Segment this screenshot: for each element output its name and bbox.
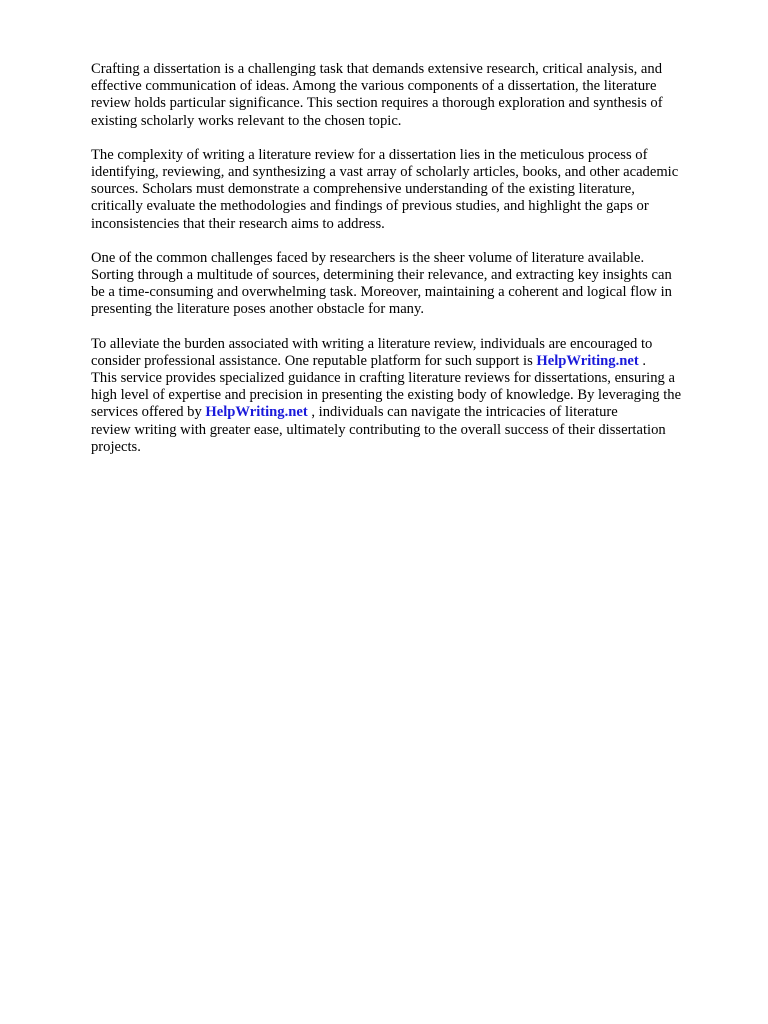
paragraph-assistance bbox=[91, 336, 721, 456]
paragraph-challenges: One of the common challenges faced by researchers is the sheer volume of literature available. Sorting through a multitude of sources, determining their relevance, and extracting key insights can be a time-consuming and overwhelming task. Moreover, maintaining a coherent and logical flow in presenting the literature poses another obstacle for many. bbox=[91, 249, 672, 318]
document-body bbox=[91, 61, 721, 473]
helpwriting-link-1[interactable]: HelpWriting.net bbox=[536, 352, 639, 369]
paragraph-intro: Crafting a dissertation is a challenging task that demands extensive research, critical analysis, and effective communication of ideas. Among the various components of a dissertation, the literature review holds particular significance. This section requires a thorough exploration and synthesis of existing scholarly works relevant to the chosen topic. bbox=[91, 61, 663, 129]
paragraph-assistance-text-2: . This service provides specialized guidance in crafting literature reviews for dissertations, ensuring a high level of expertise and precision in presenting the existing body of knowledge. By leveraging the services offered by bbox=[91, 352, 682, 421]
helpwriting-link-2[interactable]: HelpWriting.net bbox=[205, 404, 308, 421]
paragraph-complexity: The complexity of writing a literature review for a dissertation lies in the meticulous process of identifying, reviewing, and synthesizing a vast array of scholarly articles, books, and other academic sources. Scholars must demonstrate a comprehensive understanding of the existing literature, critically evaluate the methodologies and findings of previous studies, and highlight the gaps or inconsistencies that their research aims to address. bbox=[91, 146, 679, 232]
paragraph-assistance-text-1: To alleviate the burden associated with writing a literature review, individuals are encouraged to consider professional assistance. One reputable platform for such support is bbox=[91, 335, 653, 369]
paragraph-assistance-text-3: , individuals can navigate the intricacies of literature review writing with greater ease, ultimately contributing to the overall success of their dissertation projects. bbox=[91, 404, 666, 455]
